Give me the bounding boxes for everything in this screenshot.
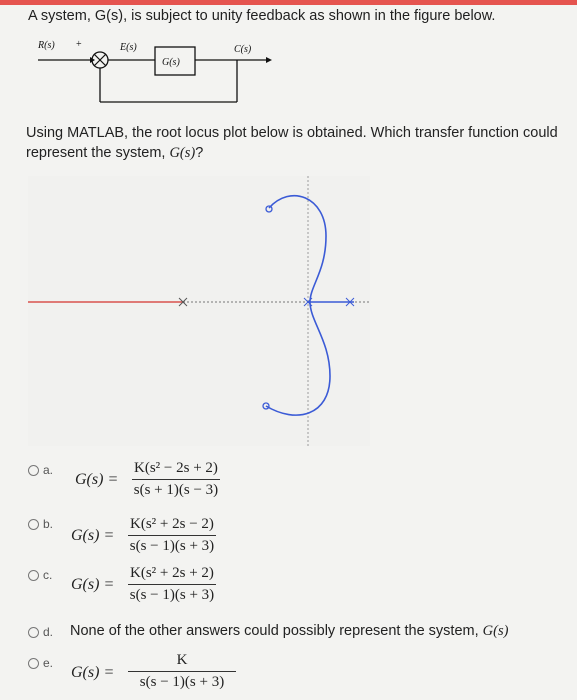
option-b-radio[interactable] — [28, 517, 53, 531]
output-label: C(s) — [234, 44, 252, 55]
error-label: E(s) — [120, 42, 137, 53]
option-d-radio[interactable] — [28, 625, 53, 639]
option-b-lhs: G(s) = — [71, 527, 115, 544]
option-e-lhs: G(s) = — [71, 664, 115, 681]
paragraph-tail: ? — [195, 145, 204, 161]
option-a-fraction — [132, 460, 220, 499]
option-d-label: None of the other answers could possibly represent the system, — [70, 623, 483, 639]
option-a-lhs: G(s) = — [75, 471, 119, 488]
input-label: R(s) — [38, 40, 55, 51]
option-d-math: G(s) — [482, 623, 509, 639]
option-letter: a. — [43, 463, 54, 477]
radio-circle-icon — [28, 570, 39, 581]
radio-circle-icon — [28, 519, 39, 530]
option-e-numerator: K — [128, 652, 236, 672]
option-a-denominator: s(s + 1)(s − 3) — [133, 482, 219, 498]
radio-circle-icon — [28, 627, 39, 638]
option-c-numerator: K(s² + 2s + 2) — [128, 565, 216, 585]
paragraph-math: G(s) — [169, 145, 196, 161]
question-text: A system, G(s), is subject to unity feedback as shown in the figure below. — [28, 8, 496, 24]
option-d-text — [70, 623, 508, 640]
instruction-paragraph — [26, 123, 571, 163]
radio-circle-icon — [28, 465, 39, 476]
option-a-numerator: K(s² − 2s + 2) — [132, 460, 220, 480]
option-c-lhs: G(s) = — [71, 576, 115, 593]
option-b-numerator: K(s² + 2s − 2) — [128, 516, 216, 536]
option-e-fraction — [128, 652, 236, 691]
paragraph-text: Using MATLAB, the root locus plot below is obtained. Which transfer function could represent the system, — [26, 125, 558, 161]
option-c-radio[interactable] — [28, 568, 52, 582]
block-diagram — [30, 30, 280, 110]
plant-label: G(s) — [162, 57, 180, 68]
option-letter: e. — [43, 656, 54, 670]
root-locus-plot — [28, 176, 370, 446]
option-b-fraction — [128, 516, 216, 555]
option-c-fraction — [128, 565, 216, 604]
complex-locus-branch — [266, 196, 330, 415]
option-a-radio[interactable] — [28, 463, 53, 477]
radio-circle-icon — [28, 658, 39, 669]
option-letter: d. — [43, 625, 54, 639]
plus-sign: + — [76, 39, 82, 50]
root-locus-svg — [28, 176, 370, 446]
option-e-denominator: s(s − 1)(s + 3) — [139, 674, 225, 690]
option-c-denominator: s(s − 1)(s + 3) — [129, 587, 215, 603]
option-b-denominator: s(s − 1)(s + 3) — [129, 538, 215, 554]
option-letter: b. — [43, 517, 54, 531]
option-letter: c. — [43, 568, 53, 582]
option-e-radio[interactable] — [28, 656, 53, 670]
top-accent-bar — [0, 0, 577, 5]
